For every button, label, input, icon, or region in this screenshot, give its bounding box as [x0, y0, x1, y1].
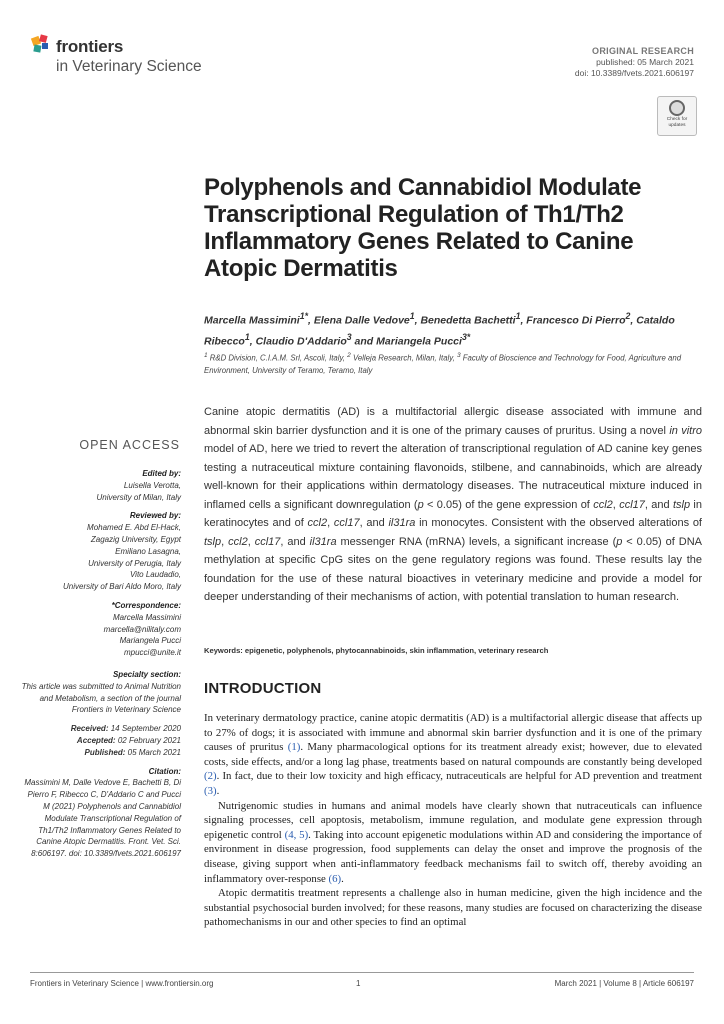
author-name[interactable]: Marcella Massimini [204, 314, 300, 327]
specialty-section-label: Specialty section: [112, 669, 181, 679]
reviewed-by-label: Reviewed by: [129, 511, 181, 521]
check-updates-icon [669, 100, 685, 116]
correspondent-name: Mariangela Pucci [119, 636, 181, 646]
reference-link[interactable]: (2) [204, 770, 217, 783]
author-name[interactable]: Claudio D'Addario [255, 335, 347, 347]
accepted-label: Accepted: [76, 735, 116, 745]
reviewer-name[interactable]: Vito Laudadio, [129, 570, 181, 580]
published-date: published: 05 March 2021 [596, 57, 694, 67]
paragraph: Atopic dermatitis treatment represents a challenge also in human medicine, given the high incidence and the substantial psychosocial burden involved; for these reasons, many studies are focused on characterizing the disease pathomechanisms in our and other species to find an optimal [204, 887, 702, 929]
sidebar-meta [20, 468, 181, 867]
page-number: 1 [356, 979, 361, 988]
author-affil-mark: 1* [299, 311, 308, 321]
correspondent-email[interactable]: marcella@nilitaly.com [103, 624, 181, 634]
correspondent-name: Marcella Massimini [112, 612, 181, 622]
citation-label: Citation: [148, 766, 181, 776]
frontiers-logo-icon [30, 33, 52, 55]
reviewer-name[interactable]: Mohamed E. Abd El-Hack, [87, 523, 181, 533]
check-for-updates-button[interactable] [657, 96, 697, 136]
affiliation: R&D Division, C.I.A.M. Srl, Ascoli, Italy, [209, 353, 345, 363]
author-affil-mark: 3* [461, 331, 471, 342]
footer-divider [30, 972, 694, 973]
affiliations [204, 350, 704, 377]
author-affil-mark: 2 [625, 311, 631, 321]
open-access-label: OPEN ACCESS [79, 438, 180, 452]
article-meta [575, 46, 694, 79]
author-affil-mark: 1 [515, 311, 521, 321]
author-name[interactable]: Benedetta Bachetti [420, 314, 516, 327]
author-list: Marcella Massimini$^{1*}$, Elena Dalle Vedove$^1$, Benedetta Bachetti$^1$, Francesco Di Pierro$^2$, Cataldo Ribecco$^1$, Claudio D'Addario$^3$ and Mariangela Pucci$^{3*}$ [204, 311, 675, 347]
reference-link[interactable]: (4, 5) [284, 828, 309, 841]
author-conjunction: and [354, 335, 374, 347]
published-label: Published: [84, 747, 126, 757]
edited-by-label: Edited by: [142, 469, 181, 478]
affiliation: Velleja Research, Milan, Italy, [352, 353, 455, 363]
reviewer-affiliation: University of Perugia, Italy [88, 558, 181, 568]
affil-mark: 1 [204, 352, 208, 359]
article-title: Polyphenols and Cannabidiol Modulate Transcriptional Regulation of Th1/Th2 Inflammatory Genes Related to Canine Atopic Dermatitis [204, 174, 642, 282]
section-heading-introduction: INTRODUCTION [204, 680, 322, 697]
paragraph: Nutrigenomic studies in humans and animal models have clearly shown that nutraceuticals can influence signaling processes, cell apoptosis, metabolism, immune regulation, and modulate gene expression through epigenetic control (4, 5). Taking into account epigenetic modulations within AD and considering the importance of environment in disease progression, food supplements can delay the onset and improve the prognosis of the disease, giving support when anti-inflammatory feedback mechanisms fail to switch off, thereby avoiding an inflammatory over-response (6). [204, 799, 702, 885]
check-updates-label-1: Check for [666, 117, 688, 122]
author-name[interactable]: Francesco Di Pierro [526, 314, 626, 327]
author-name[interactable]: Elena Dalle Vedove [313, 314, 410, 327]
author-affil-mark: 1 [409, 311, 415, 321]
check-updates-label-2: updates [668, 122, 686, 128]
journal-name[interactable]: frontiers [56, 37, 124, 56]
footer-journal-link[interactable]: Frontiers in Veterinary Science | www.frontiersin.org [30, 979, 214, 988]
received-date: 14 September 2020 [110, 724, 181, 734]
paragraph: In veterinary dermatology practice, canine atopic dermatitis (AD) is a multifactorial allergic disease that affects up to 27% of dogs; it is associated with immune and abnormal skin barrier dysfunction and it is one of the primary causes of pruritus (1). Many pharmacological options for its treatment already exist; however, due to elevated costs, side effects, and/or a long lag phase, treatments based on natural compounds are constantly being developed (2). In fact, due to their low toxicity and high efficacy, nutraceuticals are helpful for AD prevention and treatment (3). [204, 712, 702, 797]
reviewer-name[interactable]: Emiliano Lasagna, [115, 546, 181, 556]
author-affil-mark: 1 [244, 331, 250, 342]
published-date-sidebar: 05 March 2021 [127, 747, 181, 757]
article-doi[interactable]: doi: 10.3389/fvets.2021.606197 [574, 68, 694, 78]
introduction-body [204, 711, 702, 930]
author-name[interactable]: Cataldo Ribecco [204, 314, 675, 347]
editor-name[interactable]: Luisella Verotta, [123, 480, 181, 490]
affiliation: Faculty of Bioscience and Technology for Food, Agriculture and Environment, University of Teramo, Teramo, Italy [204, 353, 682, 375]
accepted-date: 02 February 2021 [117, 735, 181, 745]
editor-affiliation: University of Milan, Italy [96, 492, 181, 502]
reviewer-affiliation: University of Bari Aldo Moro, Italy [63, 582, 181, 592]
journal-subtitle[interactable]: in Veterinary Science [56, 58, 202, 75]
correspondent-email[interactable]: mpucci@unite.it [123, 648, 181, 658]
footer-volume-info: March 2021 | Volume 8 | Article 606197 [554, 979, 694, 988]
author-affil-mark: 3 [346, 331, 352, 342]
citation-text: Massimini M, Dalle Vedove E, Bachetti B, Di Pierro F, Ribecco C, D'Addario C and Pucci M (2021) Polyphenols and Cannabidiol Modulate Transcriptional Regulation of Th1/Th2 Inflammatory Genes Related to Canine Atopic Dermatitis. Front. Vet. Sci. 8:606197. doi: 10.3389/fvets.2021.606197 [24, 778, 181, 859]
specialty-section-text: This article was submitted to Animal Nutrition and Metabolism, a section of the journal Frontiers in Veterinary Science [21, 681, 181, 715]
reference-link[interactable]: (6) [328, 872, 342, 885]
keywords: Keywords: epigenetic, polyphenols, phytocannabinoids, skin inflammation, veterinary research [204, 646, 549, 655]
correspondence-label: *Correspondence: [111, 600, 181, 610]
reviewer-affiliation: Zagazig University, Egypt [90, 534, 181, 544]
reference-link[interactable]: (3) [204, 784, 217, 797]
received-label: Received: [70, 724, 109, 734]
affil-mark: 3 [456, 352, 461, 359]
reference-link[interactable]: (1) [287, 741, 301, 754]
article-type: ORIGINAL RESEARCH [592, 46, 694, 56]
author-name[interactable]: Mariangela Pucci [376, 335, 462, 347]
affil-mark: 2 [347, 352, 351, 359]
abstract: Canine atopic dermatitis (AD) is a multifactorial allergic disease associated with immune and abnormal skin barrier dysfunction and it is one of the primary causes of pruritus. Using a novel in vitro model of AD, here we tried to revert the alteration of transcriptional regulation of AD canine key genes testing a nutraceutical mixture containing flavonoids, stilbene, and cannabinoids, which are already well-known for their applications within dermatology diseases. The nutraceutical mixture induced in inflamed cells a significant downregulation (p < 0.05) of the gene expression of ccl2, ccl17, and tslp in keratinocytes and of ccl2, ccl17, and il31ra in monocytes. Consistent with the observed alterations of tslp, ccl2, ccl17, and il31ra messenger RNA (mRNA) levels, a significant increase (p < 0.05) of DNA methylation at specific CpG sites on the gene regulatory regions was found. These results lay the foundation for the use of these natural bioactives in veterinary medicine and provide a model for deeper understanding of their mechanisms of action, with potential translation to human research. [204, 406, 702, 603]
